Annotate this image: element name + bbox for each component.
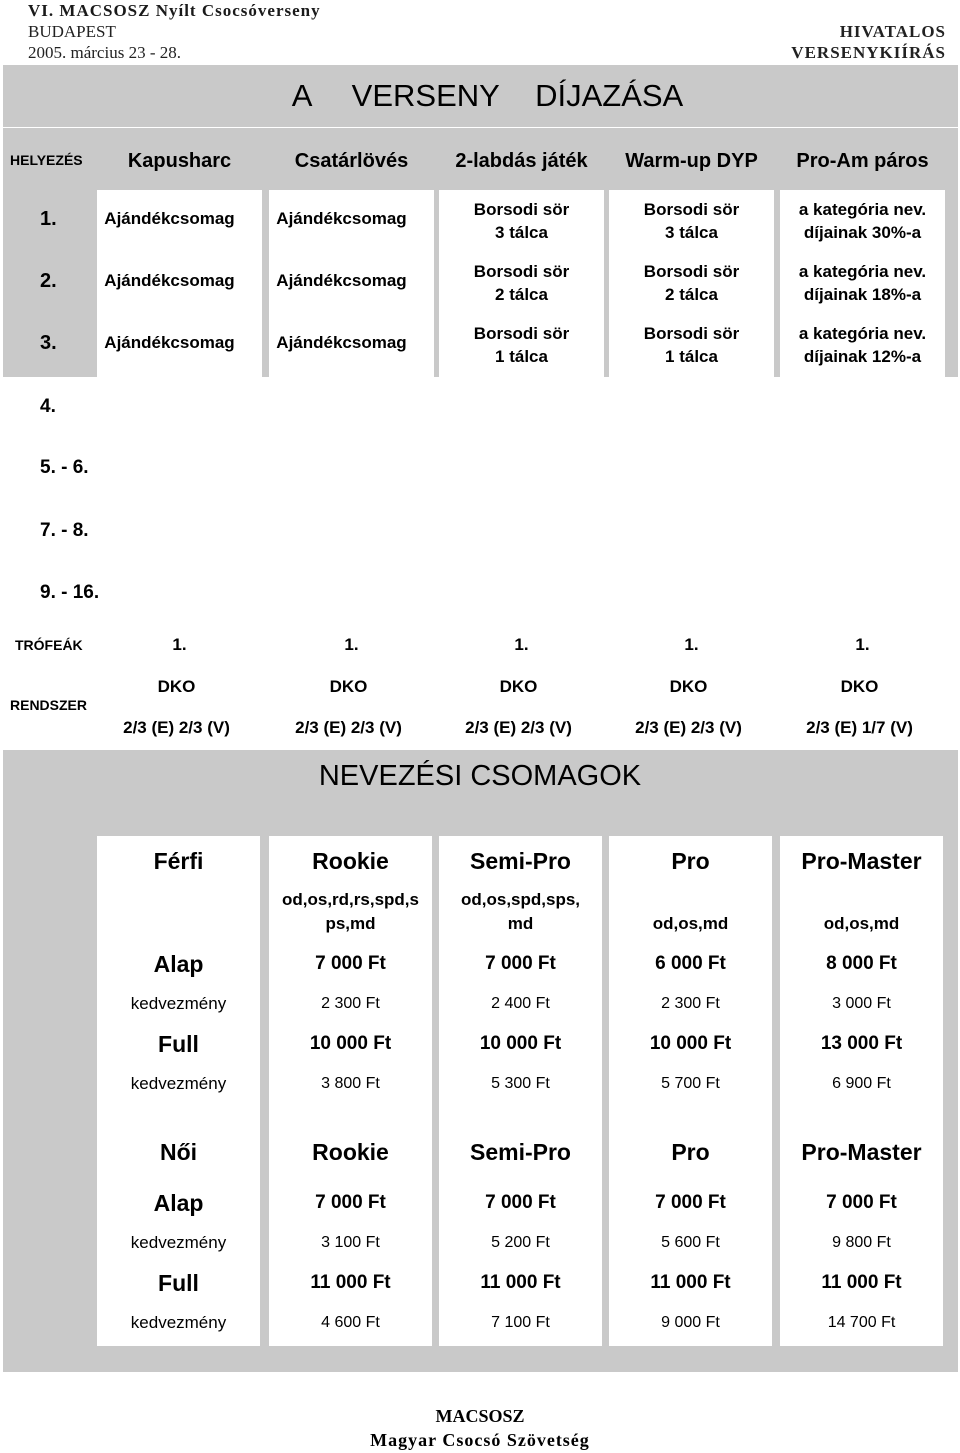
trophy-label: TRÓFEÁK <box>15 637 83 653</box>
category-header: Semi-Pro <box>470 848 571 874</box>
category-events-line <box>775 888 948 912</box>
prize-cell: Ajándékcsomag <box>276 271 407 290</box>
column-header: Kapusharc <box>127 150 232 172</box>
system-detail: 2/3 (E) 2/3 (V) <box>465 718 572 737</box>
category-header: Rookie <box>312 1139 389 1165</box>
prize-cell-line: 1 tálca <box>665 347 718 366</box>
prize-cell <box>439 260 604 306</box>
place-label: 1. <box>40 208 57 230</box>
prize-cell-line: Borsodi sör <box>473 324 570 343</box>
official-label-1: HIVATALOS <box>839 22 946 41</box>
place-label: 3. <box>40 332 57 354</box>
category-header: Pro <box>671 1139 710 1165</box>
prize-cell-line: 1 tálca <box>495 347 548 366</box>
prize-cell: Ajándékcsomag <box>276 209 407 228</box>
package-price: 3 000 Ft <box>832 995 891 1012</box>
title-word-3: DÍJAZÁSA <box>535 78 684 113</box>
prize-cell-line: Borsodi sör <box>643 324 740 343</box>
prize-cell: Ajándékcsomag <box>276 333 407 352</box>
package-row-label: Alap <box>153 1190 204 1216</box>
prize-cell: Ajándékcsomag <box>104 209 235 228</box>
footer-org-full: Magyar Csocsó Szövetség <box>370 1430 590 1450</box>
system-type: DKO <box>329 677 368 696</box>
package-price: 8 000 Ft <box>826 953 897 974</box>
category-header: Semi-Pro <box>470 1139 571 1165</box>
system-label: RENDSZER <box>10 697 88 713</box>
row-separator <box>3 377 958 378</box>
system-detail: 2/3 (E) 1/7 (V) <box>806 718 913 737</box>
package-row-label: kedvezmény <box>130 1074 227 1093</box>
column-header: 2-labdás játék <box>455 150 588 172</box>
date: 2005. március 23 - 28. <box>28 43 181 62</box>
prize-cell: Ajándékcsomag <box>104 333 235 352</box>
package-price: 7 000 Ft <box>315 953 386 974</box>
package-row-label: kedvezmény <box>130 994 227 1013</box>
package-price: 6 900 Ft <box>832 1075 891 1092</box>
system-type: DKO <box>157 677 196 696</box>
trophy-value: 1. <box>514 635 529 654</box>
prize-cell <box>439 198 604 244</box>
prize-cell <box>609 322 774 368</box>
category-events-line: od,os,spd,sps, <box>460 890 581 909</box>
official-label-2: VERSENYKIÍRÁS <box>791 43 946 62</box>
package-price: 7 000 Ft <box>485 953 556 974</box>
package-price: 7 100 Ft <box>491 1314 550 1331</box>
men-label: Férfi <box>153 848 204 874</box>
trophy-value: 1. <box>684 635 699 654</box>
page-title <box>0 78 960 114</box>
trophy-value: 1. <box>344 635 359 654</box>
package-price: 10 000 Ft <box>309 1033 392 1054</box>
city: BUDAPEST <box>28 22 116 41</box>
prize-cell-line: a kategória nev. <box>798 200 927 219</box>
package-row-label: Alap <box>153 951 204 977</box>
place-label: 7. - 8. <box>40 520 89 541</box>
system-detail: 2/3 (E) 2/3 (V) <box>635 718 742 737</box>
row-separator <box>3 438 958 439</box>
package-price: 11 000 Ft <box>650 1272 731 1293</box>
system-detail: 2/3 (E) 2/3 (V) <box>123 718 230 737</box>
package-price: 3 100 Ft <box>321 1234 380 1251</box>
package-price: 9 000 Ft <box>661 1314 720 1331</box>
place-label: 5. - 6. <box>40 457 89 478</box>
column-header: Csatárlövés <box>294 150 409 172</box>
header-right <box>791 21 946 63</box>
package-price: 10 000 Ft <box>479 1033 562 1054</box>
system-type: DKO <box>499 677 538 696</box>
row-separator <box>3 500 958 501</box>
place-header: HELYEZÉS <box>10 152 83 168</box>
place-label: 4. <box>40 396 56 417</box>
row-separator <box>3 563 958 564</box>
prize-cell: Ajándékcsomag <box>104 271 235 290</box>
system-detail: 2/3 (E) 2/3 (V) <box>295 718 402 737</box>
package-price: 13 000 Ft <box>820 1033 903 1054</box>
package-price: 3 800 Ft <box>321 1075 380 1092</box>
prize-cell-line: díjainak 18%-a <box>803 285 922 304</box>
prize-cell-line: 2 tálca <box>495 285 548 304</box>
package-price: 4 600 Ft <box>321 1314 380 1331</box>
category-events-line: od,os,rd,rs,spd,s <box>282 890 419 909</box>
header-left <box>28 0 321 63</box>
system-type: DKO <box>840 677 879 696</box>
package-price: 7 000 Ft <box>826 1192 897 1213</box>
package-price: 14 700 Ft <box>827 1314 896 1331</box>
prize-cell-line: Borsodi sör <box>473 262 570 281</box>
category-header: Pro-Master <box>801 848 922 874</box>
prize-cell <box>609 260 774 306</box>
prize-cell <box>609 198 774 244</box>
prize-cell <box>780 260 945 306</box>
prize-cell-line: Borsodi sör <box>643 262 740 281</box>
place-label: 2. <box>40 270 57 292</box>
package-price: 5 300 Ft <box>491 1075 550 1092</box>
prize-cell-line: Borsodi sör <box>473 200 570 219</box>
category-events <box>264 888 437 936</box>
prize-cell-line: díjainak 12%-a <box>803 347 922 366</box>
category-events <box>775 888 948 936</box>
package-price: 6 000 Ft <box>655 953 726 974</box>
package-price: 5 700 Ft <box>661 1075 720 1092</box>
category-header: Pro <box>671 848 710 874</box>
category-events-line: od,os,md <box>823 914 900 933</box>
package-price: 2 300 Ft <box>661 995 720 1012</box>
category-events <box>434 888 607 936</box>
package-row-label: kedvezmény <box>130 1313 227 1332</box>
package-price: 7 000 Ft <box>655 1192 726 1213</box>
package-price: 9 800 Ft <box>832 1234 891 1251</box>
title-word-2: VERSENY <box>351 78 500 113</box>
competition-title: VI. MACSOSZ Nyílt Csocsóverseny <box>28 1 321 20</box>
prize-cell-line: 3 tálca <box>665 223 718 242</box>
trophy-value: 1. <box>855 635 870 654</box>
prize-cell-line: a kategória nev. <box>798 324 927 343</box>
title-word-1: A <box>291 78 313 113</box>
prize-cell-line: Borsodi sör <box>643 200 740 219</box>
women-label: Női <box>159 1139 198 1165</box>
package-price: 7 000 Ft <box>315 1192 386 1213</box>
prize-cell-line: díjainak 30%-a <box>803 223 922 242</box>
column-header: Warm-up DYP <box>625 150 758 172</box>
prize-cell-line: 3 tálca <box>495 223 548 242</box>
package-price: 11 000 Ft <box>480 1272 561 1293</box>
category-header: Rookie <box>312 848 389 874</box>
package-price: 5 200 Ft <box>491 1234 550 1251</box>
prize-cell-line: 2 tálca <box>665 285 718 304</box>
category-events-line: md <box>507 914 534 933</box>
package-row-label: Full <box>158 1270 199 1296</box>
package-row-label: Full <box>158 1031 199 1057</box>
footer-org: MACSOSZ <box>435 1406 525 1426</box>
package-price: 2 400 Ft <box>491 995 550 1012</box>
category-events-line: od,os,md <box>652 914 729 933</box>
prize-cell-line: a kategória nev. <box>798 262 927 281</box>
category-events <box>604 888 777 936</box>
package-price: 7 000 Ft <box>485 1192 556 1213</box>
package-row-label: kedvezmény <box>130 1233 227 1252</box>
package-price: 10 000 Ft <box>649 1033 732 1054</box>
place-label: 9. - 16. <box>40 582 100 603</box>
package-price: 11 000 Ft <box>821 1272 902 1293</box>
column-header: Pro-Am páros <box>796 150 929 172</box>
package-price: 11 000 Ft <box>310 1272 391 1293</box>
trophy-value: 1. <box>172 635 187 654</box>
prize-cell <box>439 322 604 368</box>
package-price: 5 600 Ft <box>661 1234 720 1251</box>
system-type: DKO <box>669 677 708 696</box>
packages-title: NEVEZÉSI CSOMAGOK <box>318 760 642 792</box>
prize-cell <box>780 198 945 244</box>
category-header: Pro-Master <box>801 1139 922 1165</box>
category-events-line: ps,md <box>325 914 376 933</box>
footer <box>0 1404 960 1452</box>
package-price: 2 300 Ft <box>321 995 380 1012</box>
category-events-line <box>604 888 777 912</box>
prize-cell <box>780 322 945 368</box>
